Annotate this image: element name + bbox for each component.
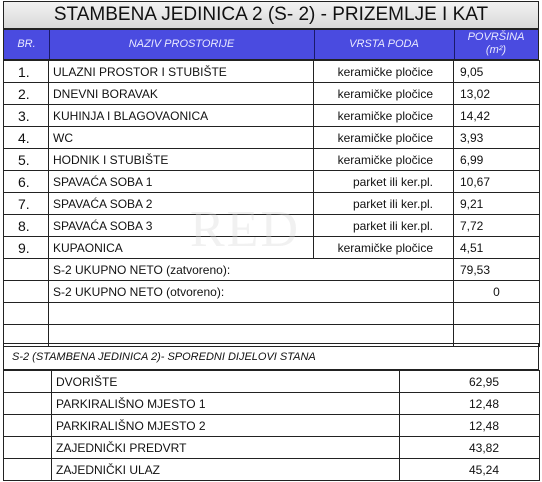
table-row	[4, 171, 540, 193]
room-number: 1.	[4, 61, 49, 83]
table-title: STAMBENA JEDINICA 2 (S- 2) - PRIZEMLJE I KAT	[3, 1, 539, 29]
room-area: 13,02	[454, 83, 540, 105]
secondary-name: ZAJEDNIČKI ULAZ	[52, 459, 400, 481]
rooms-table	[3, 60, 540, 347]
table-row	[4, 193, 540, 215]
room-floor: keramičke pločice	[314, 83, 454, 105]
room-number: 4.	[4, 127, 49, 149]
header-area-label: POVRŠINA	[467, 31, 525, 43]
room-floor: parket ili ker.pl.	[314, 193, 454, 215]
table-header	[3, 29, 539, 60]
total-area: 0	[454, 281, 540, 303]
table-row	[4, 415, 540, 437]
room-name: KUPAONICA	[49, 237, 314, 259]
empty-cell	[49, 303, 454, 325]
room-number: 3.	[4, 105, 49, 127]
room-floor: keramičke pločice	[314, 61, 454, 83]
watermark-logo: RED	[190, 201, 300, 258]
secondary-title: S-2 (STAMBENA JEDINICA 2)- SPOREDNI DIJELOVI STANA	[3, 343, 539, 370]
secondary-name: PARKIRALIŠNO MJESTO 1	[52, 393, 400, 415]
secondary-area: 43,82	[400, 437, 540, 459]
table-row	[4, 149, 540, 171]
room-name: KUHINJA I BLAGOVAONICA	[49, 105, 314, 127]
empty-cell	[4, 393, 52, 415]
room-name: SPAVAĆA SOBA 3	[49, 215, 314, 237]
room-number: 7.	[4, 193, 49, 215]
room-area: 14,42	[454, 105, 540, 127]
room-floor: keramičke pločice	[314, 105, 454, 127]
table-row	[4, 371, 540, 393]
secondary-area: 12,48	[400, 393, 540, 415]
room-area: 4,51	[454, 237, 540, 259]
table-row	[4, 105, 540, 127]
secondary-name: DVORIŠTE	[52, 371, 400, 393]
empty-row	[4, 303, 540, 325]
secondary-name: ZAJEDNIČKI PREDVRT	[52, 437, 400, 459]
room-area: 6,99	[454, 149, 540, 171]
room-floor: keramičke pločice	[314, 127, 454, 149]
header-area-unit: (m²)	[485, 44, 507, 56]
room-name: SPAVAĆA SOBA 1	[49, 171, 314, 193]
empty-cell	[4, 281, 49, 303]
header-no: BR.	[4, 30, 50, 59]
room-floor: parket ili ker.pl.	[314, 215, 454, 237]
secondary-area: 62,95	[400, 371, 540, 393]
empty-cell	[4, 259, 49, 281]
room-name: WC	[49, 127, 314, 149]
room-number: 8.	[4, 215, 49, 237]
room-area: 10,67	[454, 171, 540, 193]
table-row	[4, 393, 540, 415]
total-label: S-2 UKUPNO NETO (zatvoreno):	[49, 259, 454, 281]
table-row	[4, 83, 540, 105]
header-area	[454, 30, 538, 60]
room-number: 2.	[4, 83, 49, 105]
secondary-name: PARKIRALIŠNO MJESTO 2	[52, 415, 400, 437]
empty-cell	[4, 437, 52, 459]
total-label: S-2 UKUPNO NETO (otvoreno):	[49, 281, 454, 303]
header-name: NAZIV PROSTORIJE	[49, 30, 315, 59]
empty-cell	[4, 371, 52, 393]
room-floor: parket ili ker.pl.	[314, 171, 454, 193]
secondary-area: 12,48	[400, 415, 540, 437]
room-name: SPAVAĆA SOBA 2	[49, 193, 314, 215]
table-row	[4, 127, 540, 149]
room-floor: keramičke pločice	[314, 149, 454, 171]
room-area: 9,05	[454, 61, 540, 83]
room-name: HODNIK I STUBIŠTE	[49, 149, 314, 171]
table-row	[4, 215, 540, 237]
table-row	[4, 437, 540, 459]
room-number: 5.	[4, 149, 49, 171]
room-number: 6.	[4, 171, 49, 193]
empty-cell	[4, 459, 52, 481]
total-row	[4, 259, 540, 281]
room-area: 7,72	[454, 215, 540, 237]
table-row	[4, 237, 540, 259]
table-row	[4, 61, 540, 83]
room-area: 9,21	[454, 193, 540, 215]
room-name: DNEVNI BORAVAK	[49, 83, 314, 105]
header-floor: VRSTA PODA	[314, 30, 455, 59]
room-name: ULAZNI PROSTOR I STUBIŠTE	[49, 61, 314, 83]
total-row	[4, 281, 540, 303]
table-row	[4, 459, 540, 481]
empty-cell	[4, 303, 49, 325]
room-area: 3,93	[454, 127, 540, 149]
secondary-table	[3, 370, 540, 481]
empty-cell	[454, 303, 540, 325]
empty-cell	[4, 415, 52, 437]
room-floor: keramičke pločice	[314, 237, 454, 259]
room-number: 9.	[4, 237, 49, 259]
secondary-area: 45,24	[400, 459, 540, 481]
total-area: 79,53	[454, 259, 540, 281]
